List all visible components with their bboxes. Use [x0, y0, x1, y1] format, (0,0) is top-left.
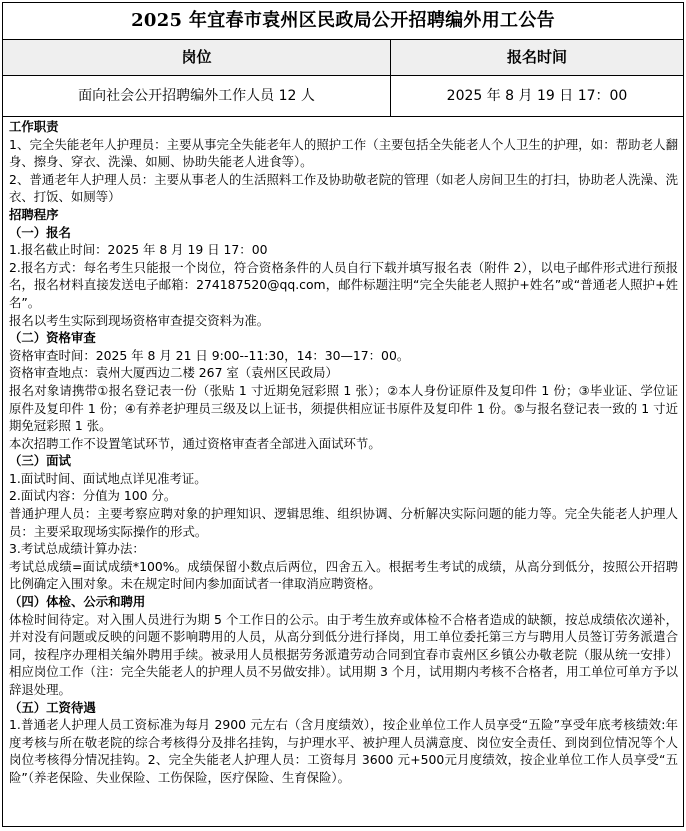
- section-heading: 招聘程序: [9, 206, 59, 222]
- body-paragraph: 1.面试时间、面试地点详见准考证。: [9, 470, 207, 486]
- section-heading: （一）报名: [9, 224, 71, 240]
- position-value: 面向社会公开招聘编外工作人员 12 人: [3, 76, 391, 116]
- notice-document: [2, 2, 684, 827]
- body-paragraph: 普通护理人员：主要考察应聘对象的护理知识、逻辑思维、组织协调、分析解决实际问题的能力等。完全失能老人护理人员：主要采取现场实际操作的形式。: [9, 506, 678, 539]
- body-paragraph: 2、普通老年人护理人员：主要从事老人的生活照料工作及协助敬老院的管理（如老人房间卫生的打扫，协助老人洗澡、洗衣、打饭、如厕等）: [9, 171, 678, 205]
- body-paragraph: 报名对象请携带①报名登记表一份（张贴 1 寸近期免冠彩照 1 张）；②本人身份证原件及复印件 1 份；③毕业证、学位证原件及复印件 1 份；④有养老护理员三级及以上证书，须提供相应证书原件及复印件 1 份。⑤与报名登记表一致的 1 寸近期免冠彩照 1 张。: [9, 382, 678, 434]
- section-heading: （二）资格审查: [9, 330, 96, 346]
- time-header: 报名时间: [506, 48, 567, 66]
- notice-title: 2025 年宜春市袁州区民政局公开招聘编外用工公告: [3, 3, 683, 40]
- table-row: [3, 76, 683, 117]
- body-paragraph: 2.报名方式：每名考生只能报一个岗位，符合资格条件的人员自行下载并填写报名表（附件 2），以电子邮件形式进行预报名，报名材料直接发送电子邮箱：274187520@qq.com，邮件标题注明“完全失能老人照护+姓名”或“普通老人照护+姓名”。: [9, 259, 678, 310]
- body-paragraph: 2.面试内容：分值为 100 分。: [9, 488, 177, 504]
- table-header-row: [3, 40, 683, 76]
- time-value: 2025 年 8 月 19 日 17：00: [446, 88, 628, 104]
- body-paragraph: 体检时间待定。对入围人员进行为期 5 个工作日的公示。由于考生放弃或体检不合格者造成的缺额，按总成绩依次递补，并对没有问题或反映的问题不影响聘用的人员，从高分到低分进行择岗，用工单位委托第三方与聘用人员签订劳务派遣合同，按程序办理相关编外聘用手续。被录用人员根据劳务派遣劳动合同到宜春市袁州区乡镇公办敬老院（服从统一安排）相应岗位工作（注：完全失能老人的护理人员不另做安排）。试用期 3 个月，试用期内考核不合格者，用工单位可单方予以辞退处理。: [9, 611, 678, 697]
- notice-body: [3, 117, 683, 787]
- body-paragraph: 报名以考生实际到现场资格审查提交资料为准。: [9, 312, 270, 328]
- body-paragraph: 1、完全失能老年人护理员：主要从事完全失能老年人的照护工作（主要包括全失能老人个人卫生的护理，如：帮助老人翻身、擦身、穿衣、洗澡、如厕、协助失能老人进食等）。: [9, 136, 678, 170]
- section-heading: （四）体检、公示和聘用: [9, 594, 146, 610]
- body-paragraph: 资格审查地点：袁州大厦西边二楼 267 室（袁州区民政局）: [9, 365, 338, 381]
- body-paragraph: 考试总成绩=面试成绩*100%。成绩保留小数点后两位，四舍五入。根据考生考试的成绩，从高分到低分，按照公开招聘比例确定入围对象。未在规定时间内参加面试者一律取消应聘资格。: [9, 558, 678, 592]
- body-paragraph: 资格审查时间：2025 年 8 月 21 日 9:00--11:30，14：30—17：00。: [9, 347, 410, 363]
- section-heading: （五）工资待遇: [9, 699, 96, 715]
- section-heading: （三）面试: [9, 453, 71, 469]
- body-paragraph: 3.考试总成绩计算办法：: [9, 541, 145, 557]
- position-header: 岗位: [3, 40, 391, 75]
- body-paragraph: 1.报名截止时间：2025 年 8 月 19 日 17：00: [9, 242, 268, 258]
- body-paragraph: 本次招聘工作不设置笔试环节，通过资格审查者全部进入面试环节。: [9, 435, 381, 451]
- section-heading: 工作职责: [9, 119, 59, 134]
- body-paragraph: 1.普通老人护理人员工资标准为每月 2900 元左右（含月度绩效），按企业单位工作人员享受“五险”享受年底考核绩效:年度考核与所在敬老院的综合考核得分及排名挂钩，与护理水平、被护理人员满意度、岗位安全责任、到岗到位情况等个人岗位考核得分情况挂钩。2、完全失能老人护理人员：工资每月 3600 元+500元月度绩效，按企业单位工作人员享受“五险”（养老保险、失业保险、工伤保险，医疗保险、生育保险）。: [9, 717, 678, 785]
